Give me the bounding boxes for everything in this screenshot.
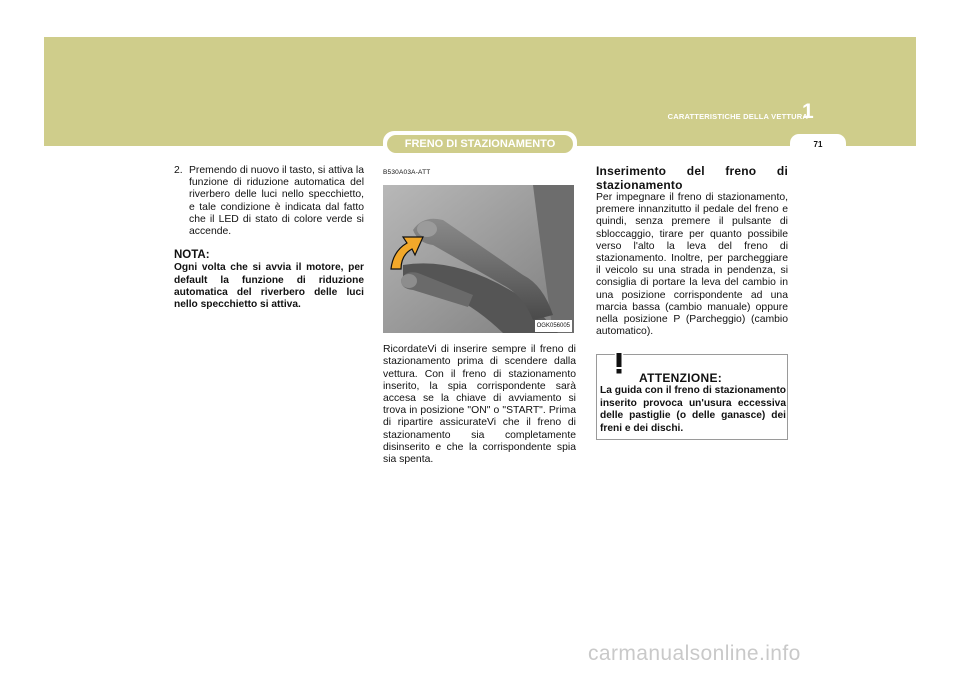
column-middle	[383, 165, 576, 466]
chapter-number: 1	[802, 100, 814, 123]
warning-triangle-icon	[600, 347, 638, 377]
note-title: NOTA:	[174, 249, 210, 262]
header-band	[44, 37, 916, 146]
list-item	[174, 165, 364, 238]
reminder-text: RicordateVi di inserire sempre il freno di stazionamento prima di scendere dalla vettura. Con il freno di stazionamento inserito, la spia corrispondente sarà accesa se la chiave di avviamento si trova in posizione "ON" o "START". Prima di ripartire assicurateVi che il freno di stazionamento sia completamente disinserito e che la corrispondente spia sia spenta.	[383, 344, 576, 466]
section-title: FRENO DI STAZIONAMENTO	[387, 135, 573, 153]
column-left	[174, 165, 364, 311]
section-heading: Inserimento del freno di stazionamento	[596, 164, 788, 192]
note-text: Ogni volta che si avvia il motore, per default la funzione di riduzione automatica del riverbero delle luci nello specchietto si attiva.	[174, 262, 364, 311]
parking-brake-photo	[383, 185, 574, 333]
warning-text: La guida con il freno di stazionamento inserito provoca un'usura eccessiva delle pastiglie (o delle ganasce) dei freni e dei dischi.	[600, 385, 786, 434]
page-number: 71	[790, 134, 846, 153]
list-item-number: 2.	[174, 165, 183, 176]
watermark: carmanualsonline.info	[588, 642, 801, 665]
warning-title: ATTENZIONE:	[639, 371, 723, 386]
section-tab	[383, 131, 577, 153]
instructions-text: Per impegnare il freno di stazionamento, premere innanzitutto il pedale del freno e quindi, senza premere il pulsante di sbloccaggio, tirare per quanto possibile verso l'alto la leva del freno di stazionamento. Inoltre, per parcheggiare il veicolo su una strada in pendenza, si consiglia di portare la leva del cambio in una posizione corrispondente ad una marcia bassa (cambio manuale) oppure nella posizione P (Parcheggio) (cambio automatico).	[596, 192, 788, 338]
image-code: OGK056005	[535, 320, 572, 332]
chapter-title: CARATTERISTICHE DELLA VETTURA	[667, 112, 808, 121]
list-item-text: Premendo di nuovo il tasto, si attiva la funzione di riduzione automatica del riverbero delle luci nello specchietto, e tale condizione è indicata dal fatto che il LED di stato di colore verde si accende.	[189, 165, 365, 238]
warning-box	[596, 354, 788, 440]
column-right	[596, 165, 788, 440]
section-code: B530A03A-ATT	[383, 169, 431, 176]
